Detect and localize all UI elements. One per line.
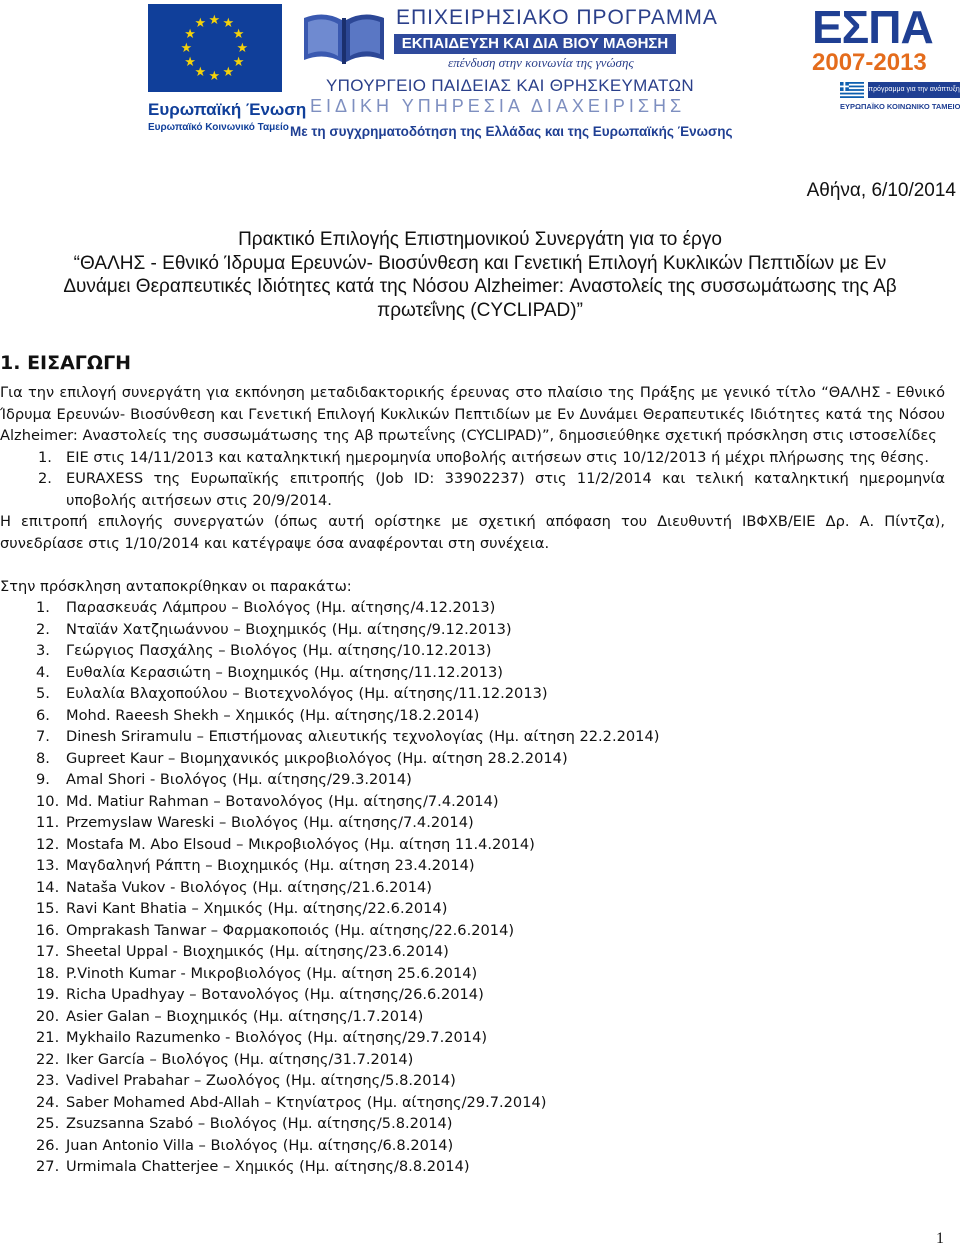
list-item — [0, 1135, 945, 1157]
espa-logo-years: 2007-2013 — [812, 49, 927, 76]
list-item — [0, 855, 945, 877]
list-item — [0, 1092, 945, 1114]
program-logo-line1: ΕΠΙΧΕΙΡΗΣΙΑΚΟ ΠΡΟΓΡΑΜΜΑ — [396, 6, 718, 29]
list-item-text: Omprakash Tanwar – Φαρμακοποιός (Ημ. αίτησης/22.6.2014) — [66, 921, 515, 939]
list-item-number: 4. — [36, 663, 50, 681]
website-item-number: 2. — [38, 470, 52, 487]
document-title — [0, 228, 960, 322]
list-item — [0, 812, 945, 834]
responses-intro: Στην πρόσκληση ανταποκρίθηκαν οι παρακάτω: — [0, 577, 352, 595]
title-line: “ΘΑΛΗΣ - Εθνικό Ίδρυμα Ερευνών- Βιοσύνθεση και Γενετική Επιλογή Κυκλικών Πεπτιδίων με Εν — [73, 252, 887, 274]
list-item — [0, 1049, 945, 1071]
title-line: Δυνάμει Θεραπευτικές Ιδιότητες κατά της Νόσου Alzheimer: Αναστολείς της συσσωμάτωσης της Αβ — [63, 276, 897, 297]
list-item-number: 2. — [36, 620, 50, 638]
list-item-text: Ravi Kant Bhatia – Χημικός (Ημ. αίτησης/22.6.2014) — [66, 900, 448, 917]
program-logo-slogan: επένδυση στην κοινωνία της γνώσης — [448, 55, 634, 70]
list-item-number: 22. — [36, 1050, 60, 1068]
list-item-number: 23. — [36, 1072, 60, 1089]
list-item-text: Asier Galan – Βιοχημικός (Ημ. αίτησης/1.7.2014) — [66, 1007, 424, 1025]
list-item-number: 18. — [36, 964, 60, 982]
list-item — [0, 1113, 945, 1135]
intro-paragraph: Για την επιλογή συνεργάτη για εκπόνηση μεταδιδακτορικής έρευνας στο πλαίσιο της Πράξης με γενικό τίτλο “ΘΑΛΗΣ - Εθνικό Ίδρυμα Ερευνών- Βιοσύνθεση και Γενετική Επιλογή Κυκλικών Πεπτιδίων με Εν Δυνάμει Θεραπευτικές Ιδιότητες κατά της Νόσου Alzheimer: Αναστολείς της συσσωμάτωσης της Αβ πρωτεΐνης (CYCLIPAD)”, δημοσιεύθηκε σχετική πρόσκληση στις ιστοσελίδες — [0, 384, 945, 444]
list-item-number: 19. — [36, 986, 60, 1003]
section-title: ΕΙΣΑΓΩΓΗ — [27, 352, 132, 374]
responses-list — [0, 597, 945, 1178]
list-item — [0, 662, 945, 684]
list-item-text: Ευθαλία Κερασιώτη – Βιοχημικός (Ημ. αίτησης/11.12.2013) — [66, 663, 503, 681]
eu-logo-fund: Ευρωπαϊκό Κοινωνικό Ταμείο — [148, 122, 289, 133]
list-item — [0, 619, 945, 641]
list-item-text: Dinesh Sriramulu – Επιστήμονας αλιευτικής τεχνολογίας (Ημ. αίτηση 22.2.2014) — [66, 728, 660, 745]
document-date: Αθήνα, 6/10/2014 — [806, 180, 956, 201]
espa-logo-name: ΕΣΠΑ — [812, 1, 933, 53]
list-item-text: Richa Upadhyay – Βοτανολόγος (Ημ. αίτησης/26.6.2014) — [66, 986, 484, 1003]
star-icon: ★ — [232, 54, 245, 70]
espa-logo-slogan: πρόγραμμα για την ανάπτυξη — [868, 82, 960, 98]
list-item-text: Gupreet Kaur – Βιομηχανικός μικροβιολόγος (Ημ. αίτηση 28.2.2014) — [66, 749, 568, 767]
list-item-text: Juan Antonio Villa – Βιολόγος (Ημ. αίτησης/6.8.2014) — [66, 1136, 454, 1154]
list-item — [0, 640, 945, 662]
list-item — [0, 834, 945, 856]
list-item — [0, 877, 945, 899]
list-item — [0, 963, 945, 985]
list-item-text: Sheetal Uppal - Βιοχημικός (Ημ. αίτησης/23.6.2014) — [66, 943, 449, 960]
list-item — [0, 1070, 945, 1092]
star-icon: ★ — [194, 64, 207, 80]
title-line: πρωτεΐνης (CYCLIPAD)” — [377, 299, 583, 321]
list-item — [0, 769, 945, 791]
document-header — [0, 0, 960, 150]
espa-logo-fund: ΕΥΡΩΠΑΪΚΟ ΚΟΙΝΩΝΙΚΟ ΤΑΜΕΙΟ — [840, 102, 960, 111]
list-item — [0, 748, 945, 770]
list-item-number: 8. — [36, 749, 50, 767]
list-item-text: Iker García – Βιολόγος (Ημ. αίτησης/31.7.2014) — [66, 1050, 414, 1068]
list-item-number: 5. — [36, 685, 50, 702]
star-icon: ★ — [232, 26, 245, 42]
list-item-number: 16. — [36, 921, 60, 939]
list-item-number: 1. — [36, 599, 50, 616]
program-logo-line2: ΕΚΠΑΙΔΕΥΣΗ ΚΑΙ ΔΙΑ ΒΙΟΥ ΜΑΘΗΣΗ — [394, 34, 676, 54]
section-heading — [0, 352, 131, 374]
list-item-text: Przemyslaw Wareski – Βιολόγος (Ημ. αίτησης/7.4.2014) — [66, 814, 474, 831]
website-item-text: EURAXESS της Ευρωπαϊκής επιτροπής (Job ID: 33902237) στις 11/2/2014 και τελική καταληκτική ημερομηνία υποβολής αιτήσεων στις 20/9/2014. — [66, 470, 945, 509]
list-item — [0, 597, 945, 619]
list-item — [0, 705, 945, 727]
program-logo-agency: ΕΙΔΙΚΗ ΥΠΗΡΕΣΙΑ ΔΙΑΧΕΙΡΙΣΗΣ — [310, 96, 686, 116]
list-item-text: Μαγδαληνή Ράπτη – Βιοχημικός (Ημ. αίτηση 23.4.2014) — [66, 857, 475, 874]
list-item-text: P.Vinoth Kumar - Μικροβιολόγος (Ημ. αίτηση 25.6.2014) — [66, 964, 478, 982]
list-item — [0, 1156, 945, 1178]
list-item-text: Παρασκευάς Λάμπρου – Βιολόγος (Ημ. αίτησης/4.12.2013) — [66, 599, 496, 616]
list-item-number: 21. — [36, 1029, 60, 1046]
document-body — [0, 382, 945, 1178]
list-item — [0, 791, 945, 813]
list-item-text: Νταϊάν Χατζηιωάννου – Βιοχημικός (Ημ. αίτησης/9.12.2013) — [66, 620, 512, 638]
list-item-number: 12. — [36, 835, 60, 853]
list-item-text: Zsuzsanna Szabó – Βιολόγος (Ημ. αίτησης/5.8.2014) — [66, 1115, 453, 1132]
book-icon — [298, 4, 390, 72]
list-item-number: 17. — [36, 943, 60, 960]
list-item — [0, 726, 945, 748]
list-item-number: 3. — [36, 642, 50, 659]
list-item-number: 9. — [36, 771, 50, 788]
star-icon: ★ — [236, 40, 249, 56]
star-icon: ★ — [180, 40, 193, 56]
star-icon: ★ — [208, 68, 221, 84]
list-item-number: 24. — [36, 1093, 60, 1111]
list-item-number: 10. — [36, 792, 60, 810]
website-item — [0, 447, 945, 469]
star-icon: ★ — [184, 26, 196, 42]
list-item-text: Amal Shori - Βιολόγος (Ημ. αίτησης/29.3.2014) — [66, 771, 412, 788]
list-item — [0, 1006, 945, 1028]
eu-flag-icon — [148, 4, 282, 92]
list-item — [0, 984, 945, 1006]
list-item — [0, 683, 945, 705]
list-item-text: Saber Mohamed Abd-Allah – Κτηνίατρος (Ημ. αίτησης/29.7.2014) — [66, 1093, 547, 1111]
section-number: 1. — [0, 352, 21, 374]
list-item — [0, 920, 945, 942]
list-item-number: 14. — [36, 878, 60, 896]
list-item-text: Nataša Vukov - Βιολόγος (Ημ. αίτησης/21.6.2014) — [66, 878, 432, 896]
list-item-text: Md. Matiur Rahman – Βοτανολόγος (Ημ. αίτησης/7.4.2014) — [66, 792, 499, 810]
committee-paragraph: Η επιτροπή επιλογής συνεργατών (όπως αυτή ορίστηκε με σχετική απόφαση του Διευθυντή ΙΒΦΧΒ/ΕΙΕ Δρ. Α. Πίντζα), συνεδρίασε στις 1/10/2014 και κατέγραψε όσα αναφέρονται στη συνέχεια. — [0, 513, 945, 552]
eu-logo — [148, 4, 307, 133]
list-item-number: 20. — [36, 1007, 60, 1025]
list-item-text: Mohd. Raeesh Shekh – Χημικός (Ημ. αίτησης/18.2.2014) — [66, 706, 480, 724]
list-item-number: 15. — [36, 900, 60, 917]
program-logo — [298, 2, 718, 116]
star-icon: ★ — [222, 64, 235, 80]
list-item-number: 11. — [36, 814, 60, 831]
page-number: 1 — [936, 1230, 944, 1247]
program-logo-ministry: ΥΠΟΥΡΓΕΙΟ ΠΑΙΔΕΙΑΣ ΚΑΙ ΘΡΗΣΚΕΥΜΑΤΩΝ — [326, 76, 694, 95]
list-item — [0, 1027, 945, 1049]
list-item-number: 7. — [36, 728, 50, 745]
eu-logo-name: Ευρωπαϊκή Ένωση — [148, 100, 307, 119]
list-item-text: Urmimala Chatterjee – Χημικός (Ημ. αίτησης/8.8.2014) — [66, 1158, 470, 1175]
list-item — [0, 898, 945, 920]
list-item-number: 13. — [36, 857, 60, 874]
star-icon: ★ — [222, 16, 235, 32]
list-item-text: Ευλαλία Βλαχοπούλου – Βιοτεχνολόγος (Ημ. αίτησης/11.12.2013) — [66, 685, 548, 702]
star-icon: ★ — [194, 16, 207, 32]
website-item-number: 1. — [38, 448, 52, 466]
list-item-text: Vadivel Prabahar – Ζωολόγος (Ημ. αίτησης/5.8.2014) — [66, 1072, 456, 1089]
list-item-number: 25. — [36, 1115, 60, 1132]
list-item-number: 26. — [36, 1136, 60, 1154]
title-line: Πρακτικό Επιλογής Επιστημονικού Συνεργάτη για το έργο — [238, 229, 722, 250]
list-item-number: 6. — [36, 706, 50, 724]
list-item-text: Γεώργιος Πασχάλης – Βιολόγος (Ημ. αίτησης/10.12.2013) — [66, 642, 492, 659]
list-item-text: Mykhailo Razumenko - Βιολόγος (Ημ. αίτησης/29.7.2014) — [66, 1029, 488, 1046]
list-item-number: 27. — [36, 1158, 60, 1175]
star-icon: ★ — [184, 54, 196, 70]
greek-flag-icon — [840, 82, 864, 98]
star-icon: ★ — [208, 12, 221, 28]
website-item — [0, 468, 945, 511]
list-item-text: Mostafa M. Abo Elsoud – Μικροβιολόγος (Ημ. αίτηση 11.4.2014) — [66, 835, 535, 853]
website-item-text: ΕΙΕ στις 14/11/2013 και καταληκτική ημερομηνία υποβολής αιτήσεων στις 10/12/2013 ή μέχρι πλήρωσης της θέσης. — [66, 448, 930, 466]
list-item — [0, 941, 945, 963]
espa-logo — [812, 1, 960, 116]
cofunding-note: Με τη συγχρηματοδότηση της Ελλάδας και της Ευρωπαϊκής Ένωσης — [290, 124, 733, 139]
